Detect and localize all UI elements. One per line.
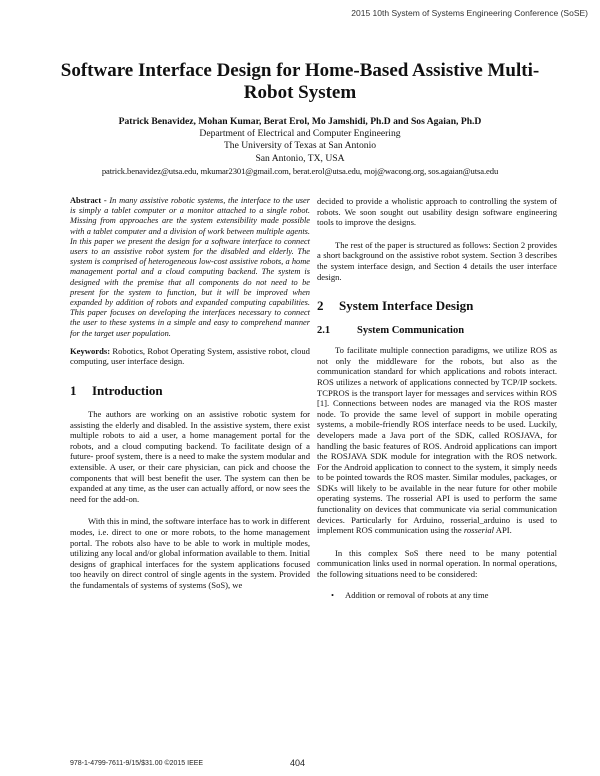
page-number: 404: [290, 758, 306, 768]
author-city: San Antonio, TX, USA: [255, 152, 345, 164]
intro-paragraph-3: decided to provide a wholistic approach to controlling the system of robots. We soon sought out usability design software engineering tools to improve the designs.: [317, 196, 557, 228]
abstract: [70, 196, 310, 339]
right-column: [317, 196, 557, 600]
author-names: Patrick Benavidez, Mohan Kumar, Berat Erol, Mo Jamshidi, Ph.D and Sos Agaian, Ph.D: [118, 116, 482, 127]
intro-paragraph-2: With this in mind, the software interface has to work in different modes, i.e. direct to one or more robots, to the home management portal. The robots also have to be able to work in multiple modes, utilizing any local and/or global information available to them. Initial designs of graphical interfaces for the system applications focused too heavily on direct control of single agents in the system. Provided the fundamentals of systems of systems (SoS), we: [70, 516, 310, 590]
running-head: 2015 10th System of Systems Engineering Conference (SoSE): [351, 8, 588, 18]
author-emails: patrick.benavidez@utsa.edu, mkumar2301@gmail.com, berat.erol@utsa.edu, moj@wacong.org, sos.agaian@utsa.edu: [101, 165, 499, 176]
subsection-heading-system-communication: 2.1 System Communication: [317, 325, 465, 337]
list-item: • Addition or removal of robots at any time: [331, 590, 557, 601]
section-heading-introduction: 1 Introduction: [70, 383, 163, 399]
abstract-label: Abstract -: [70, 196, 107, 205]
author-department: Department of Electrical and Computer Engineering: [199, 128, 401, 140]
system-communication-paragraph-1: To facilitate multiple connection paradigms, we utilize ROS as not only the middleware for the robots, but also as the communication standard for which applications and robots interact. ROS utilizes a network of applications connected by TCP/IP sockets. TCPROS is the transport layer for messages and services within ROS [1]. Connections between nodes are managed via the ROS master node. To provide the same level of support in mobile operating systems, a mobile-friendly ROS interface needs to be used. Luckily, developers made a Java port of the SDK, called ROSJAVA, for handling the basic features of ROS. Android applications can import the ROSJAVA SDK module for integration with the ROS network. For the Android application to connect to the system, it simply needs to be pointed towards the ROS master. Similar modules, packages, or SDKs will likely to be available in the near future for other mobile operating systems. The rosserial API is used to perform the same functionality on devices that communicate via serial communication devices. Particularly for Arduino, rosserial_arduino is used to implement ROS communication using the rosserial API.: [317, 345, 557, 536]
footer-isbn: 978-1-4799-7611-9/15/$31.00 ©2015 IEEE: [70, 760, 204, 767]
left-column: [70, 196, 310, 591]
keywords: [70, 346, 310, 367]
rosserial-term: rosserial: [463, 525, 495, 536]
section-heading-system-interface-design: 2 System Interface Design: [317, 298, 474, 314]
paper-title: Software Interface Design for Home-Based Assistive Multi-Robot System: [60, 60, 540, 103]
author-university: The University of Texas at San Antonio: [223, 140, 377, 152]
keywords-text: Robotics, Robot Operating System, assistive robot, cloud computing, user interface design.: [70, 345, 310, 367]
keywords-label: Keywords:: [70, 345, 111, 356]
abstract-text: In many assistive robotic systems, the interface to the user is simply a tablet computer or a monitor attached to a single robot. Missing from approaches are the system extensibility made possible with a tablet computer and a division of work between multiple agents. In this paper we present the design for a software interface to connect users to an assistive robot system for the disabled and elderly. The system is comprised of heterogeneous low-cost assistive robots, a home management portal and a cloud computing backend. The system is designed with the premise that all components do not need to be present for the system to function, but it will be improved when expanded by addition of robots and expanded computing capabilities. This paper focuses on developing the interfaces necessary to connect the user to these systems in a simple and easy to comprehend manner for the target user population.: [70, 196, 310, 338]
intro-paragraph-4: The rest of the paper is structured as follows: Section 2 provides a short background on the assistive robot system. Section 3 describes the system interface design, and Section 4 details the user interface design.: [317, 239, 557, 282]
intro-paragraph-1: The authors are working on an assistive robotic system for assisting the elderly and disabled. In the assistive system, there exist multiple robots to aid a user, a home management portal for the robots, and a cloud computing backend. To facilitate design of a future- proof system, there is a need to make the system modular and extensible. A user, or their care physician, can pick and choose the components that will best benefit the user. The system can then be expanded at any time, as the user can actually afford, or now sees the need for the add-on.: [70, 409, 310, 504]
situations-list: [331, 590, 557, 601]
system-communication-paragraph-2: In this complex SoS there need to be many potential communication links used in normal operation. In normal operations, the following situations need to be considered:: [317, 547, 557, 580]
author-block: [10, 116, 590, 177]
